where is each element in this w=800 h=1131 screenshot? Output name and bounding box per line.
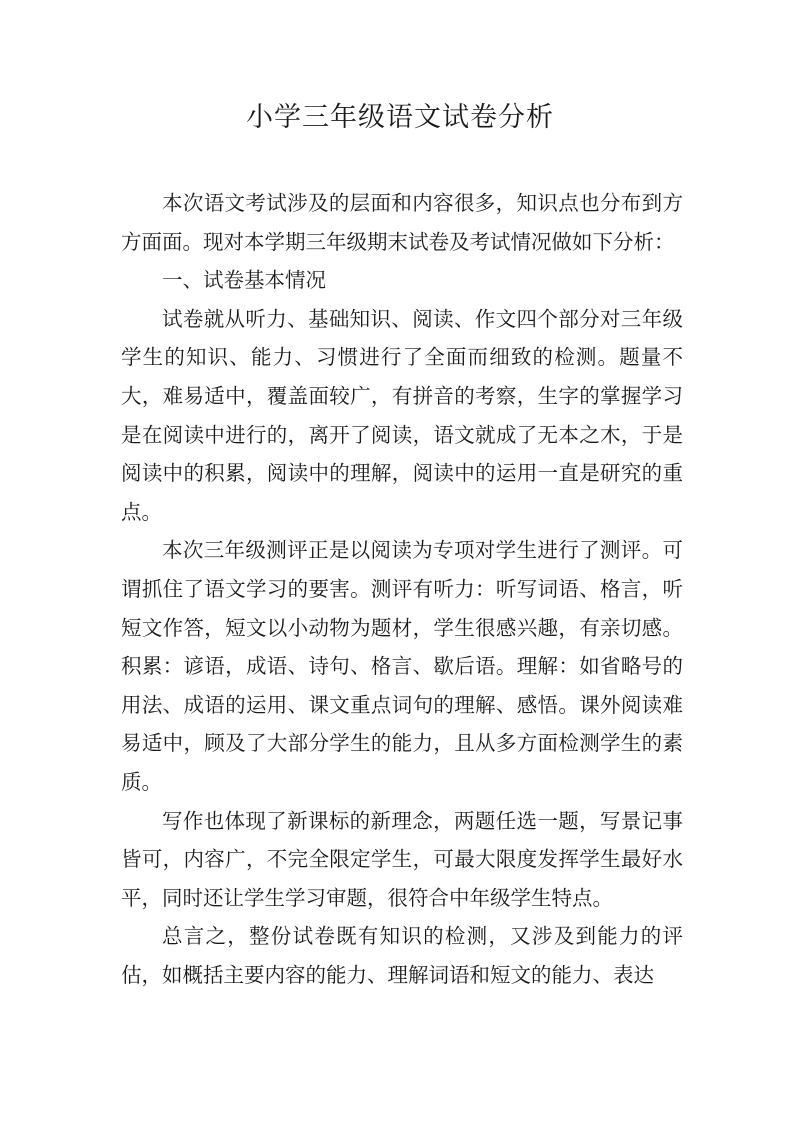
paragraph-reading-assessment: 本次三年级测评正是以阅读为专项对学生进行了测评。可谓抓住了语文学习的要害。测评有听力：听写词语、格言，听短文作答，短文以小动物为题材，学生很感兴趣，有亲切感。积累：谚语，成语、诗句、格言、歇后语。理解：如省略号的用法、成语的运用、课文重点词句的理解、感悟。课外阅读难易适中，顾及了大部分学生的能力，且从多方面检测学生的素质。: [121, 538, 683, 794]
paragraph-test-structure: 试卷就从听力、基础知识、阅读、作文四个部分对三年级学生的知识、能力、习惯进行了全面而细致的检测。题量不大，难易适中，覆盖面较广，有拼音的考察，生字的掌握学习是在阅读中进行的，离开了阅读，语文就成了无本之木，于是阅读中的积累，阅读中的理解，阅读中的运用一直是研究的重点。: [121, 306, 683, 524]
paragraph-writing: 写作也体现了新课标的新理念，两题任选一题，写景记事皆可，内容广，不完全限定学生，可最大限度发挥学生最好水平，同时还让学生学习审题，很符合中年级学生特点。: [121, 808, 683, 910]
paragraph-intro: 本次语文考试涉及的层面和内容很多，知识点也分布到方方面面。现对本学期三年级期末试卷及考试情况做如下分析：: [121, 191, 683, 254]
document-title: 小学三年级语文试卷分析: [246, 102, 554, 133]
document-body: [121, 184, 683, 994]
section-heading-basic-info: 一、试卷基本情况: [162, 268, 326, 293]
paragraph-summary: 总言之，整份试卷既有知识的检测，又涉及到能力的评估，如概括主要内容的能力、理解词语和短文的能力、表达: [121, 924, 683, 987]
